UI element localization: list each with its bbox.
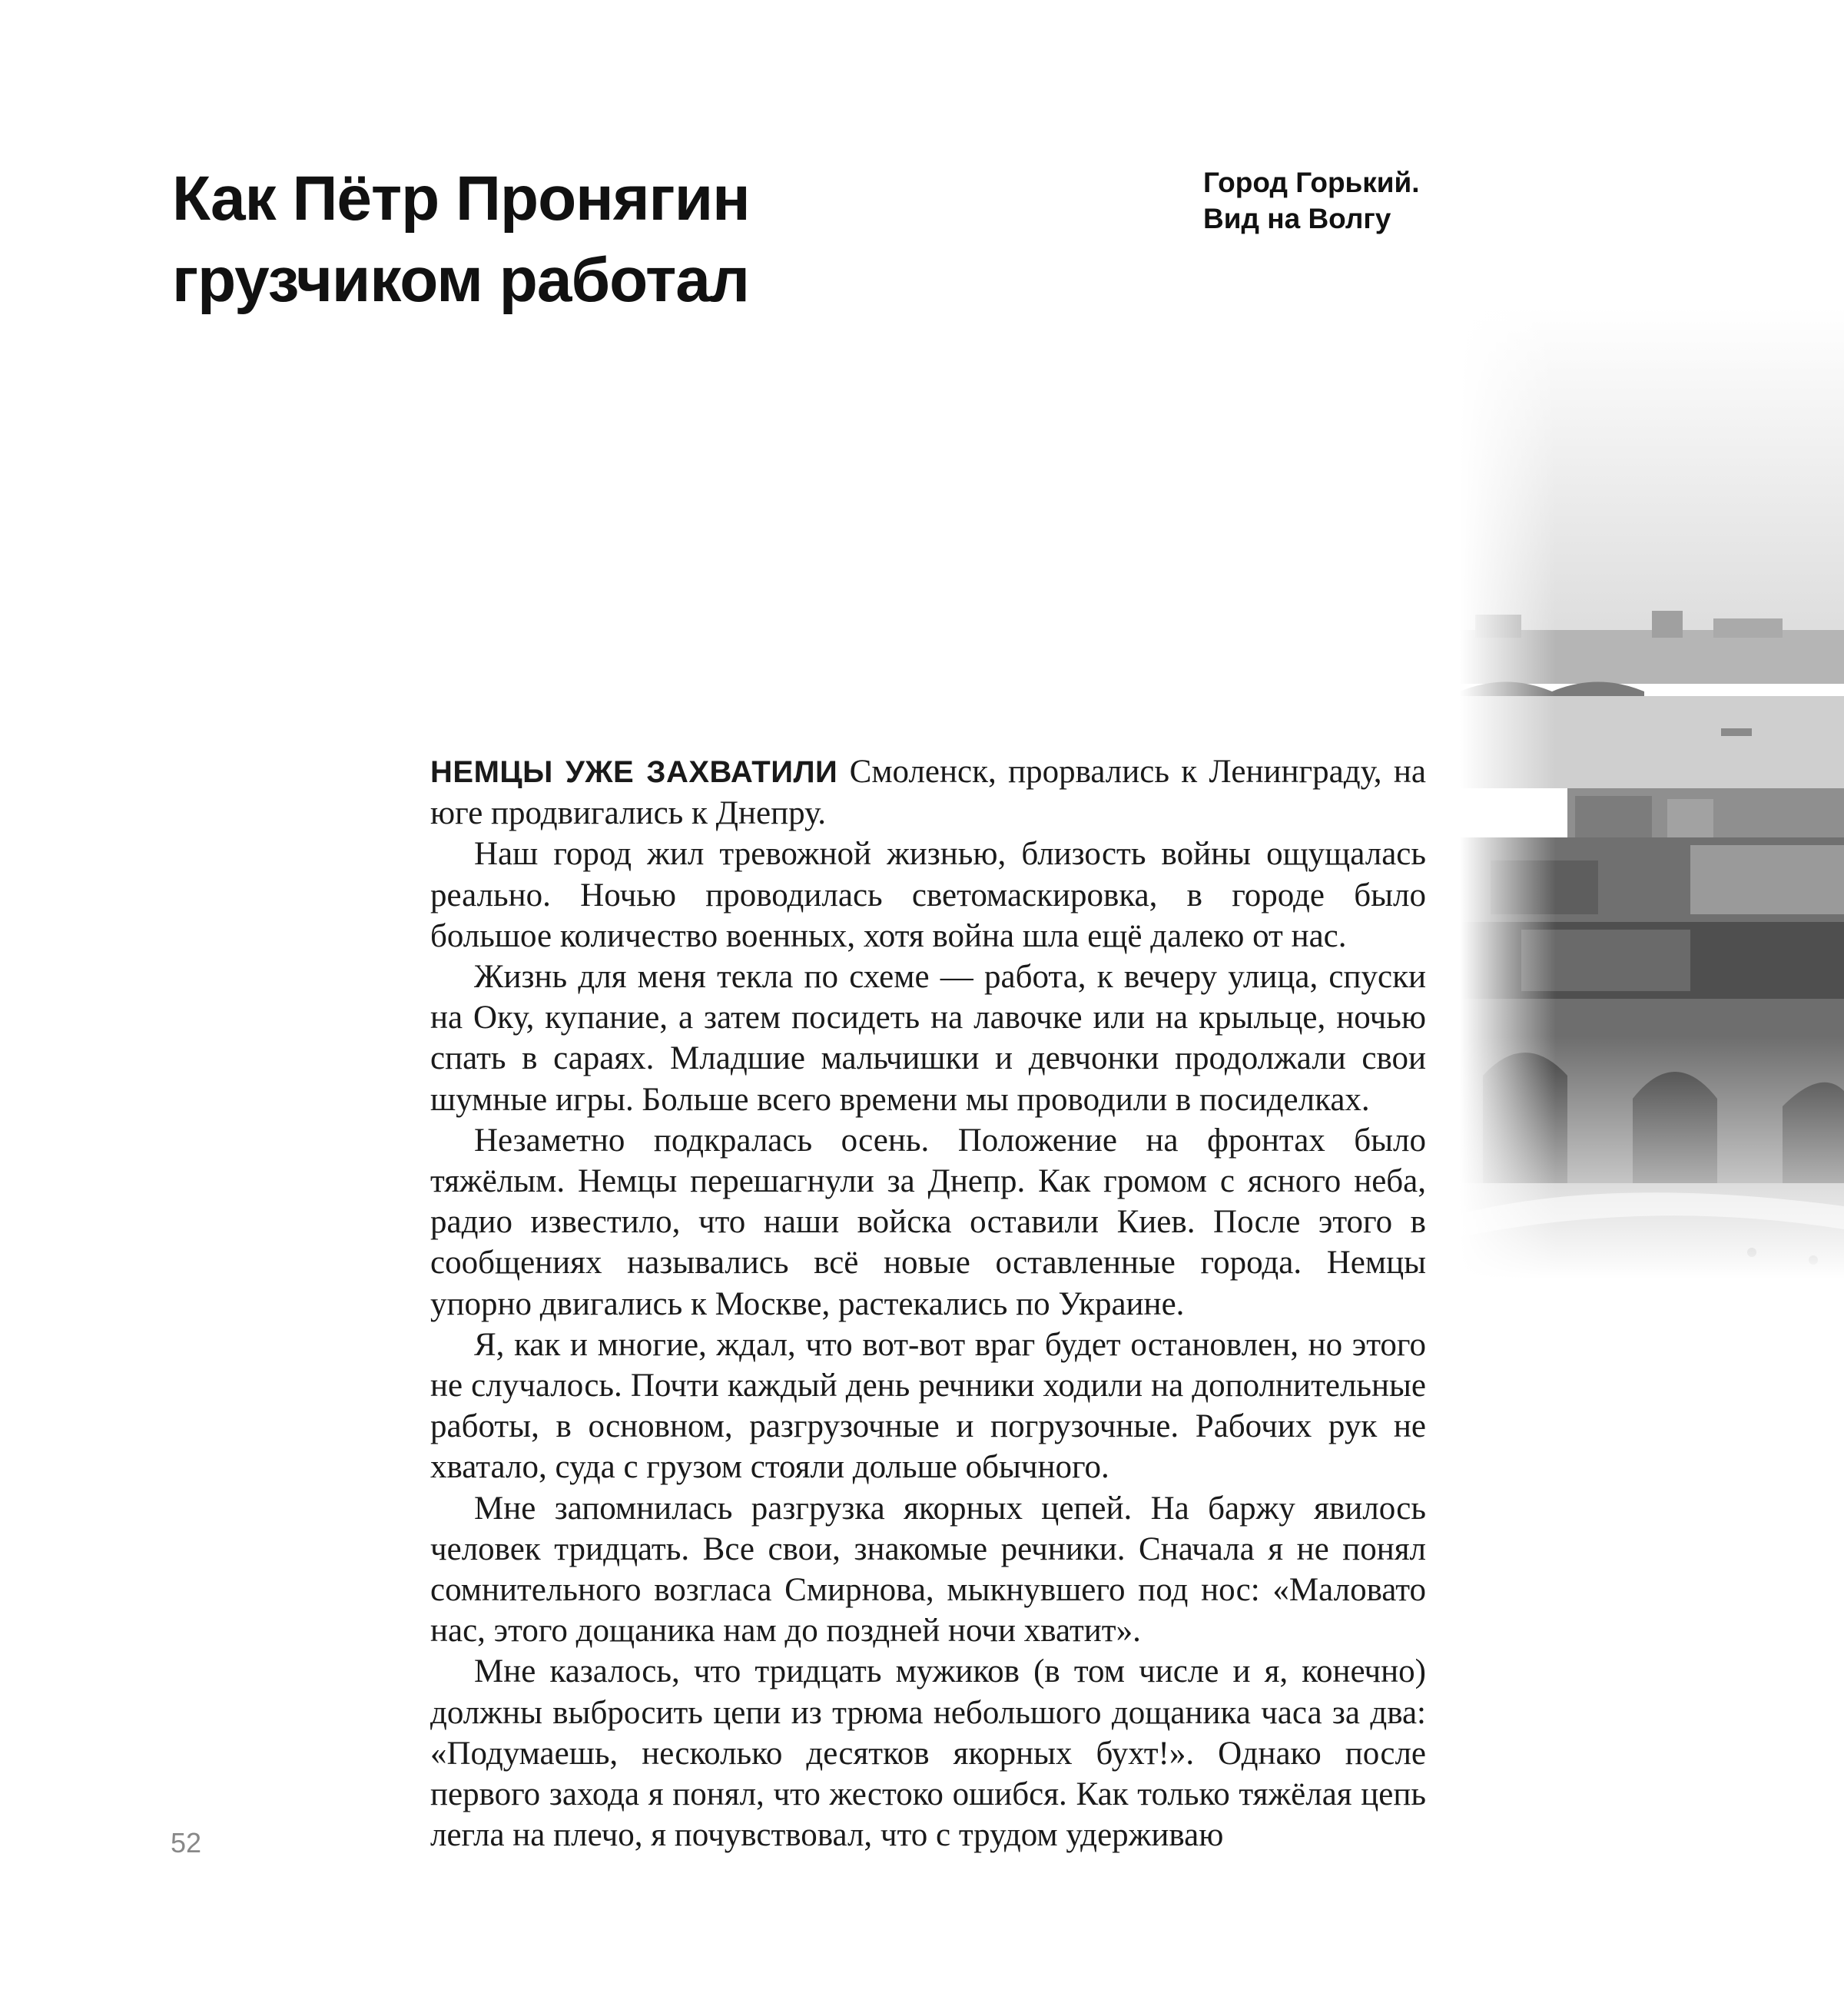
- paragraph-2: Наш город жил тревожной жизнью, близость войны ощущалась реально. Ночью проводилась светомаскировка, в городе было большое количество военных, хотя война шла ещё далеко от нас.: [430, 836, 1426, 954]
- caption-line-1: Город Горький.: [1203, 167, 1420, 198]
- article-title: [172, 158, 1017, 321]
- paragraph-6: Мне запомнилась разгрузка якорных цепей. На баржу явилось человек тридцать. Все свои, знакомые речники. Сначала я не понял сомнительного возгласа Смирнова, мыкнувшего под нос: «Маловато нас, этого дощаника нам до поздней ночи хватит».: [430, 1490, 1426, 1650]
- lead-in: НЕМЦЫ УЖЕ ЗАХВАТИЛИ: [430, 755, 838, 789]
- historic-photo-volga: [1460, 307, 1844, 1279]
- photo-caption: [1203, 164, 1464, 237]
- paragraph-1: [430, 751, 1426, 834]
- article-body: [430, 751, 1426, 1855]
- title-line-2: грузчиком работал: [172, 245, 749, 315]
- title-line-1: Как Пётр Пронягин: [172, 164, 750, 234]
- paragraph-3: Жизнь для меня текла по схеме — работа, к вечеру улица, спуски на Оку, купание, а затем посидеть на лавочке или на крыльце, ночью спать в сараях. Младшие мальчишки и девчонки продолжали свои шумные игры. Больше всего времени мы проводили в посиделках.: [430, 959, 1426, 1118]
- paragraph-4: Незаметно подкралась осень. Положение на фронтах было тяжёлым. Немцы перешагнули за Днепр. Как громом с ясного неба, радио известило, что наши войска оставили Киев. После этого в сообщениях назывались всё новые оставленные города. Немцы упорно двигались к Москве, растекались по Украине.: [430, 1122, 1426, 1322]
- paragraph-5: Я, как и многие, ждал, что вот-вот враг будет остановлен, но этого не случалось. Почти каждый день речники ходили на дополнительные работы, в основном, разгрузочные и погрузочные. Рабочих рук не хватало, суда с грузом стояли дольше обычного.: [430, 1326, 1426, 1486]
- photo-illustration: [1460, 307, 1844, 1279]
- page-number: 52: [171, 1827, 202, 1858]
- paragraph-7: Мне казалось, что тридцать мужиков (в том числе и я, конечно) должны выбросить цепи из трюма небольшого дощаника часа за два: «Подумаешь, несколько десятков якорных бухт!». Однако после первого захода я понял, что жестоко ошибся. Как только тяжёлая цепь легла на плечо, я почувствовал, что с трудом удерживаю: [430, 1653, 1426, 1854]
- caption-line-2: Вид на Волгу: [1203, 203, 1391, 234]
- paragraph-1-text: Смоленск, прорвались к Ленинграду, на юге продвигались к Днепру.: [430, 754, 1426, 832]
